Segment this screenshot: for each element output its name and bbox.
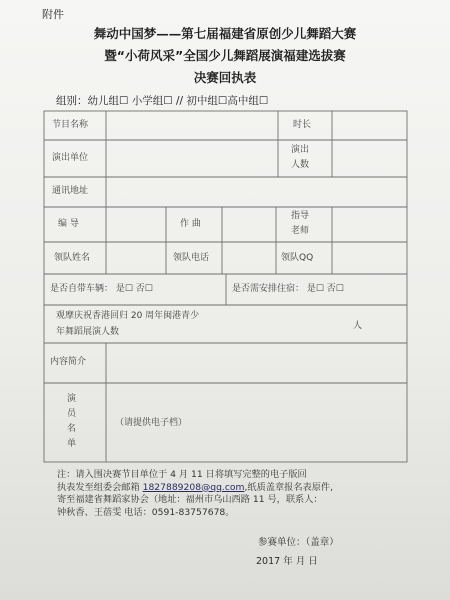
label-hk-show-line-1: 观摩庆祝香港回归 20 周年闽港青少 (56, 311, 200, 321)
label-cast-list (67, 392, 76, 452)
title-line-2: 暨“小荷风采”全国少儿舞蹈展演福建选拔赛 (104, 48, 346, 63)
label-instructor (291, 209, 309, 239)
label-composer: 作 曲 (180, 219, 201, 229)
label-perform-count (291, 143, 309, 173)
label-content-intro: 内容简介 (50, 357, 87, 367)
cast-char-2: 员 (67, 409, 77, 419)
submission-note (57, 469, 397, 519)
group-selection: 组别：幼儿组☐ 小学组☐ // 初中组☐高中组☐ (56, 95, 269, 107)
note-line-2 (57, 482, 397, 495)
label-address: 通讯地址 (52, 186, 89, 196)
signature-line: 参赛单位：（盖章） (258, 537, 339, 548)
note-line-4: 钟秋香、王蓓雯 电话：0591-83757678。 (57, 506, 235, 518)
cast-char-4: 单 (67, 439, 77, 449)
note-line-1: 注：请入围决赛节目单位于 4 月 11 日将填写完整的电子版回 (57, 469, 307, 480)
label-hk-show-line-2: 年舞蹈展演人数 (56, 327, 120, 337)
label-leader-phone: 领队电话 (173, 253, 210, 263)
label-leader-qq: 领队QQ (281, 253, 314, 263)
instructor-line-1: 指导 (291, 211, 310, 221)
attachment-label: 附件 (42, 8, 64, 21)
instructor-line-2: 老师 (291, 226, 310, 236)
label-perform-unit: 演出单位 (52, 153, 89, 163)
perform-count-line-1: 演出 (291, 145, 310, 155)
note-line-3: 寄至福建省舞蹈家协会（地址：福州市乌山西路 11 号，联系人： (57, 494, 323, 506)
cast-hint: （请提供电子档） (115, 418, 188, 428)
title-line-1: 舞动中国梦——第七届福建省原创少儿舞蹈大赛 (93, 26, 357, 41)
label-persons-unit: 人 (353, 321, 363, 331)
perform-count-line-2: 人数 (291, 160, 310, 170)
note-line-2-prefix: 执表发至组委会邮箱 (57, 481, 143, 493)
note-line-2-suffix: ,纸质盖章报名表原件, (244, 481, 333, 493)
cast-char-1: 演 (67, 394, 77, 404)
cast-char-3: 名 (67, 424, 77, 434)
label-need-lodging: 是否需安排住宿： 是☐ 否☐ (232, 284, 344, 294)
label-director: 编 导 (58, 219, 79, 229)
label-leader-name: 领队姓名 (54, 253, 91, 263)
email-link[interactable]: 1827889208@qq.com (142, 481, 245, 493)
date-line: 2017 年 月 日 (256, 556, 318, 567)
title-line-3: 决赛回执表 (193, 70, 257, 85)
label-own-vehicle: 是否自带车辆： 是☐ 否☐ (50, 284, 153, 294)
label-duration: 时长 (293, 120, 312, 130)
label-program-name: 节目名称 (52, 120, 89, 130)
